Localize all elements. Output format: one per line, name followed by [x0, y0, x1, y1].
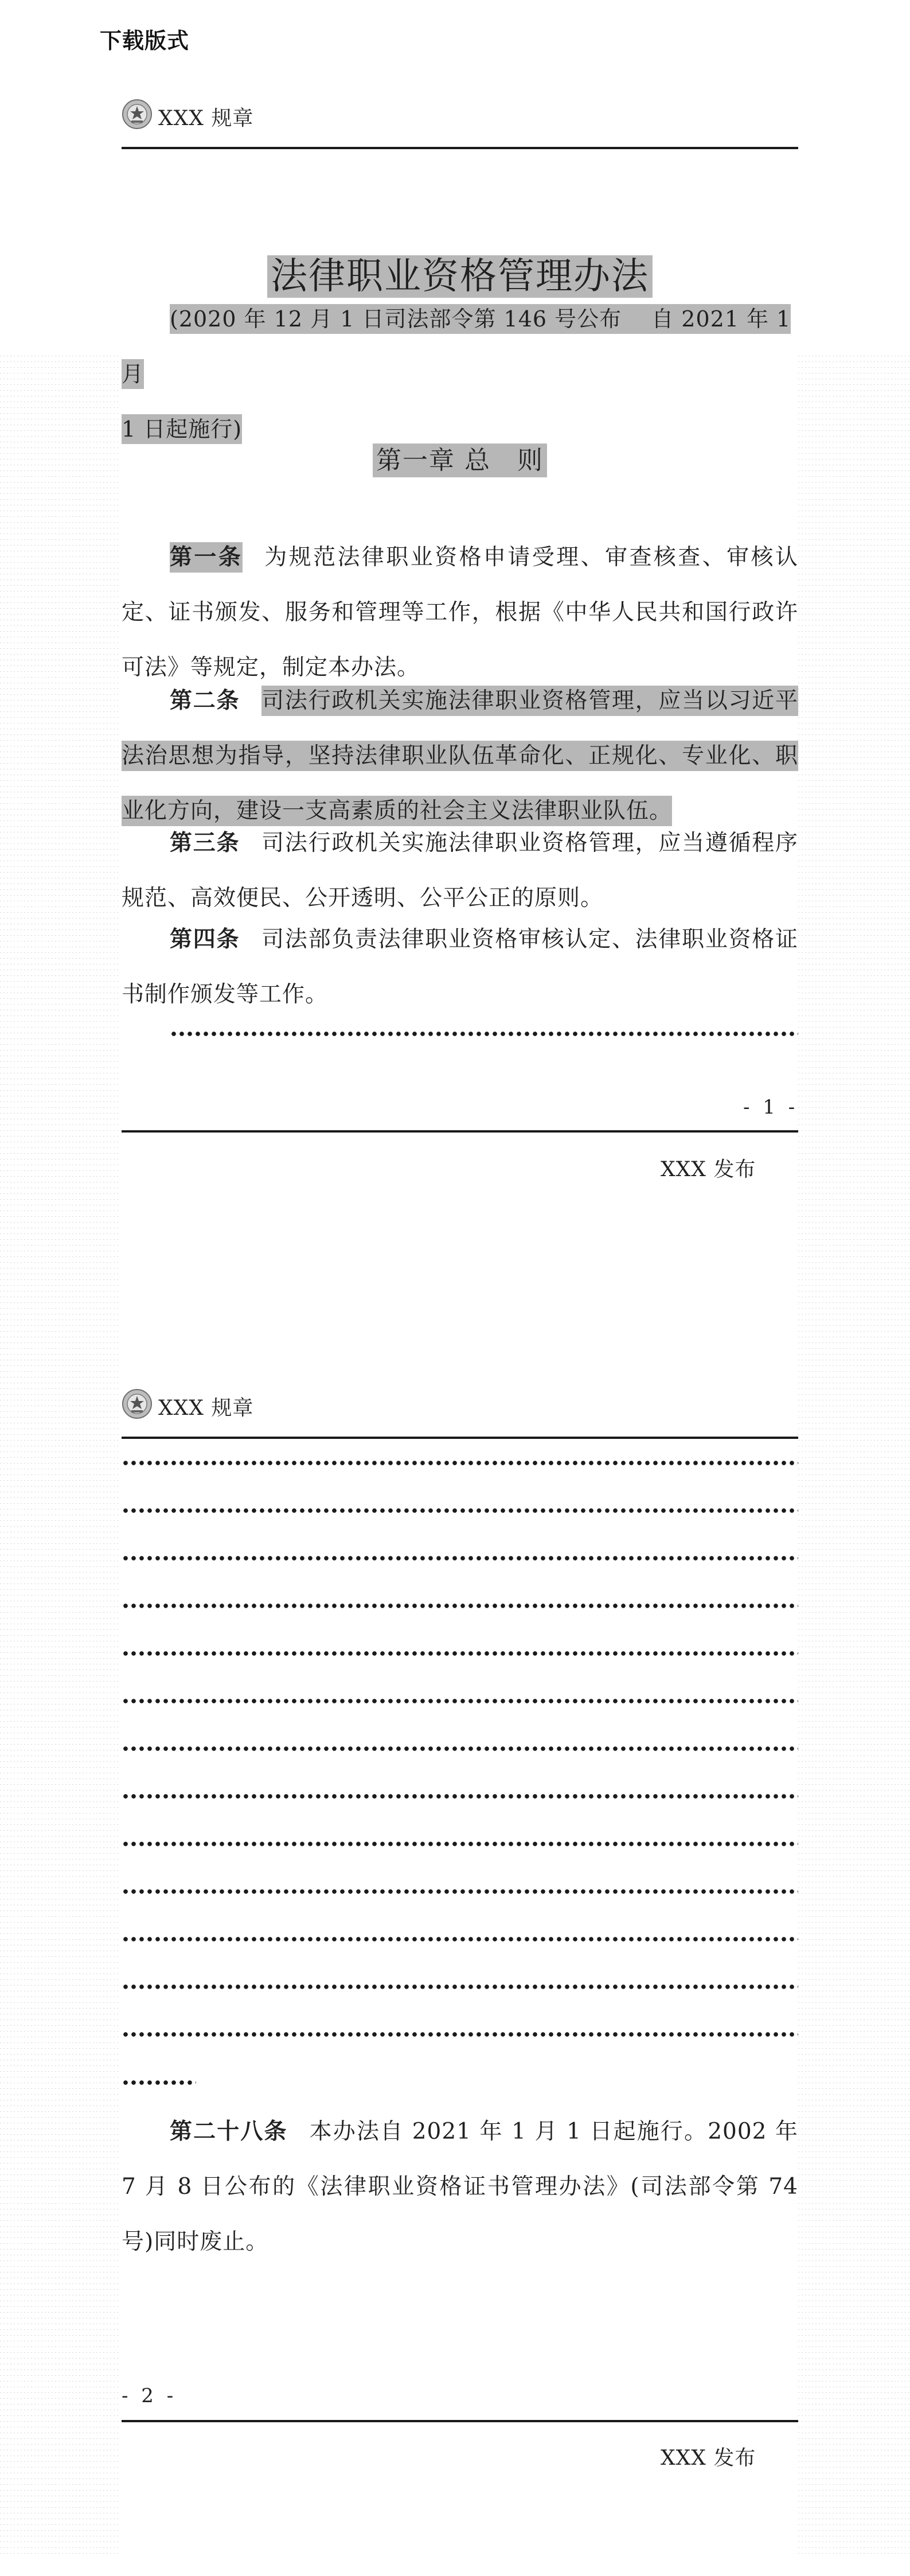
- page2-header: [122, 1387, 798, 1422]
- ellipsis-line: [122, 2032, 798, 2037]
- page-number: - 2 -: [122, 2384, 177, 2407]
- page1-header: [122, 98, 798, 132]
- article-4-number: 第四条: [170, 927, 240, 952]
- chapter-heading: [122, 439, 798, 476]
- article-28-text: 本办法自 2021 年 1 月 1 日起施行。2002 年 7 月 8 日公布的《法律职业资格证书管理办法》(司法部令第 74 号)同时废止。: [122, 2119, 798, 2255]
- article-2-number: 第二条: [170, 688, 240, 714]
- ellipsis-line: [170, 1031, 798, 1037]
- ellipsis-line: [122, 1841, 798, 1847]
- ellipsis-line: [122, 1793, 798, 1799]
- ellipsis-line: [122, 1651, 798, 1656]
- article-4-text: 司法部负责法律职业资格审核认定、法律职业资格证书制作颁发等工作。: [122, 927, 798, 1007]
- document-subtitle: [122, 291, 798, 457]
- ellipsis-line: [122, 1555, 798, 1561]
- footer-rule: [122, 2420, 798, 2422]
- header-rule: [122, 147, 798, 149]
- article-3-number: 第三条: [170, 830, 240, 856]
- ellipsis-line: [122, 2080, 196, 2085]
- header-title: XXX 规章: [158, 107, 254, 130]
- article-3: [122, 816, 798, 926]
- page-number: - 1 -: [743, 1096, 799, 1119]
- article-4: [122, 912, 798, 1022]
- subtitle-line-2: 1 日起施行): [122, 414, 242, 444]
- article-28-number: 第二十八条: [170, 2119, 288, 2145]
- article-2: [122, 674, 798, 839]
- chapter-heading-text: 第一章 总 则: [373, 443, 547, 477]
- publisher-label: XXX 发布: [661, 1158, 756, 1181]
- subtitle-line-1: (2020 年 12 月 1 日司法部令第 146 号公布 自 2021 年 1 月: [122, 304, 791, 389]
- header-rule: [122, 1437, 798, 1439]
- article-3-text: 司法行政机关实施法律职业资格管理，应当遵循程序规范、高效便民、公开透明、公平公正的原则。: [122, 830, 798, 911]
- ellipsis-line: [122, 1936, 798, 1942]
- document-title-text: 法律职业资格管理办法: [267, 255, 653, 298]
- national-emblem-icon: [122, 1388, 153, 1419]
- ellipsis-line: [122, 1984, 798, 1990]
- article-28: [122, 2104, 798, 2270]
- footer-rule: [122, 1130, 798, 1133]
- ellipsis-line: [122, 1746, 798, 1752]
- article-2-text: 司法行政机关实施法律职业资格管理，应当以习近平法治思想为指导，坚持法律职业队伍革命化、正规化、专业化、职业化方向，建设一支高素质的社会主义法律职业队伍。: [122, 686, 798, 826]
- ellipsis-line: [122, 1889, 798, 1894]
- article-1: [122, 530, 798, 695]
- header-title: XXX 规章: [158, 1396, 254, 1420]
- ellipsis-line: [122, 1508, 798, 1513]
- article-1-text: 为规范法律职业资格申请受理、审查核查、审核认定、证书颁发、服务和管理等工作，根据《中华人民共和国行政许可法》等规定，制定本办法。: [122, 544, 798, 680]
- ellipsis-line: [122, 1460, 798, 1466]
- publisher-label: XXX 发布: [661, 2446, 756, 2470]
- download-format-label: 下载版式: [100, 28, 190, 53]
- ellipsis-line: [122, 1603, 798, 1609]
- ellipsis-line: [122, 1698, 798, 1704]
- national-emblem-icon: [122, 99, 153, 130]
- article-1-number: 第一条: [170, 542, 243, 573]
